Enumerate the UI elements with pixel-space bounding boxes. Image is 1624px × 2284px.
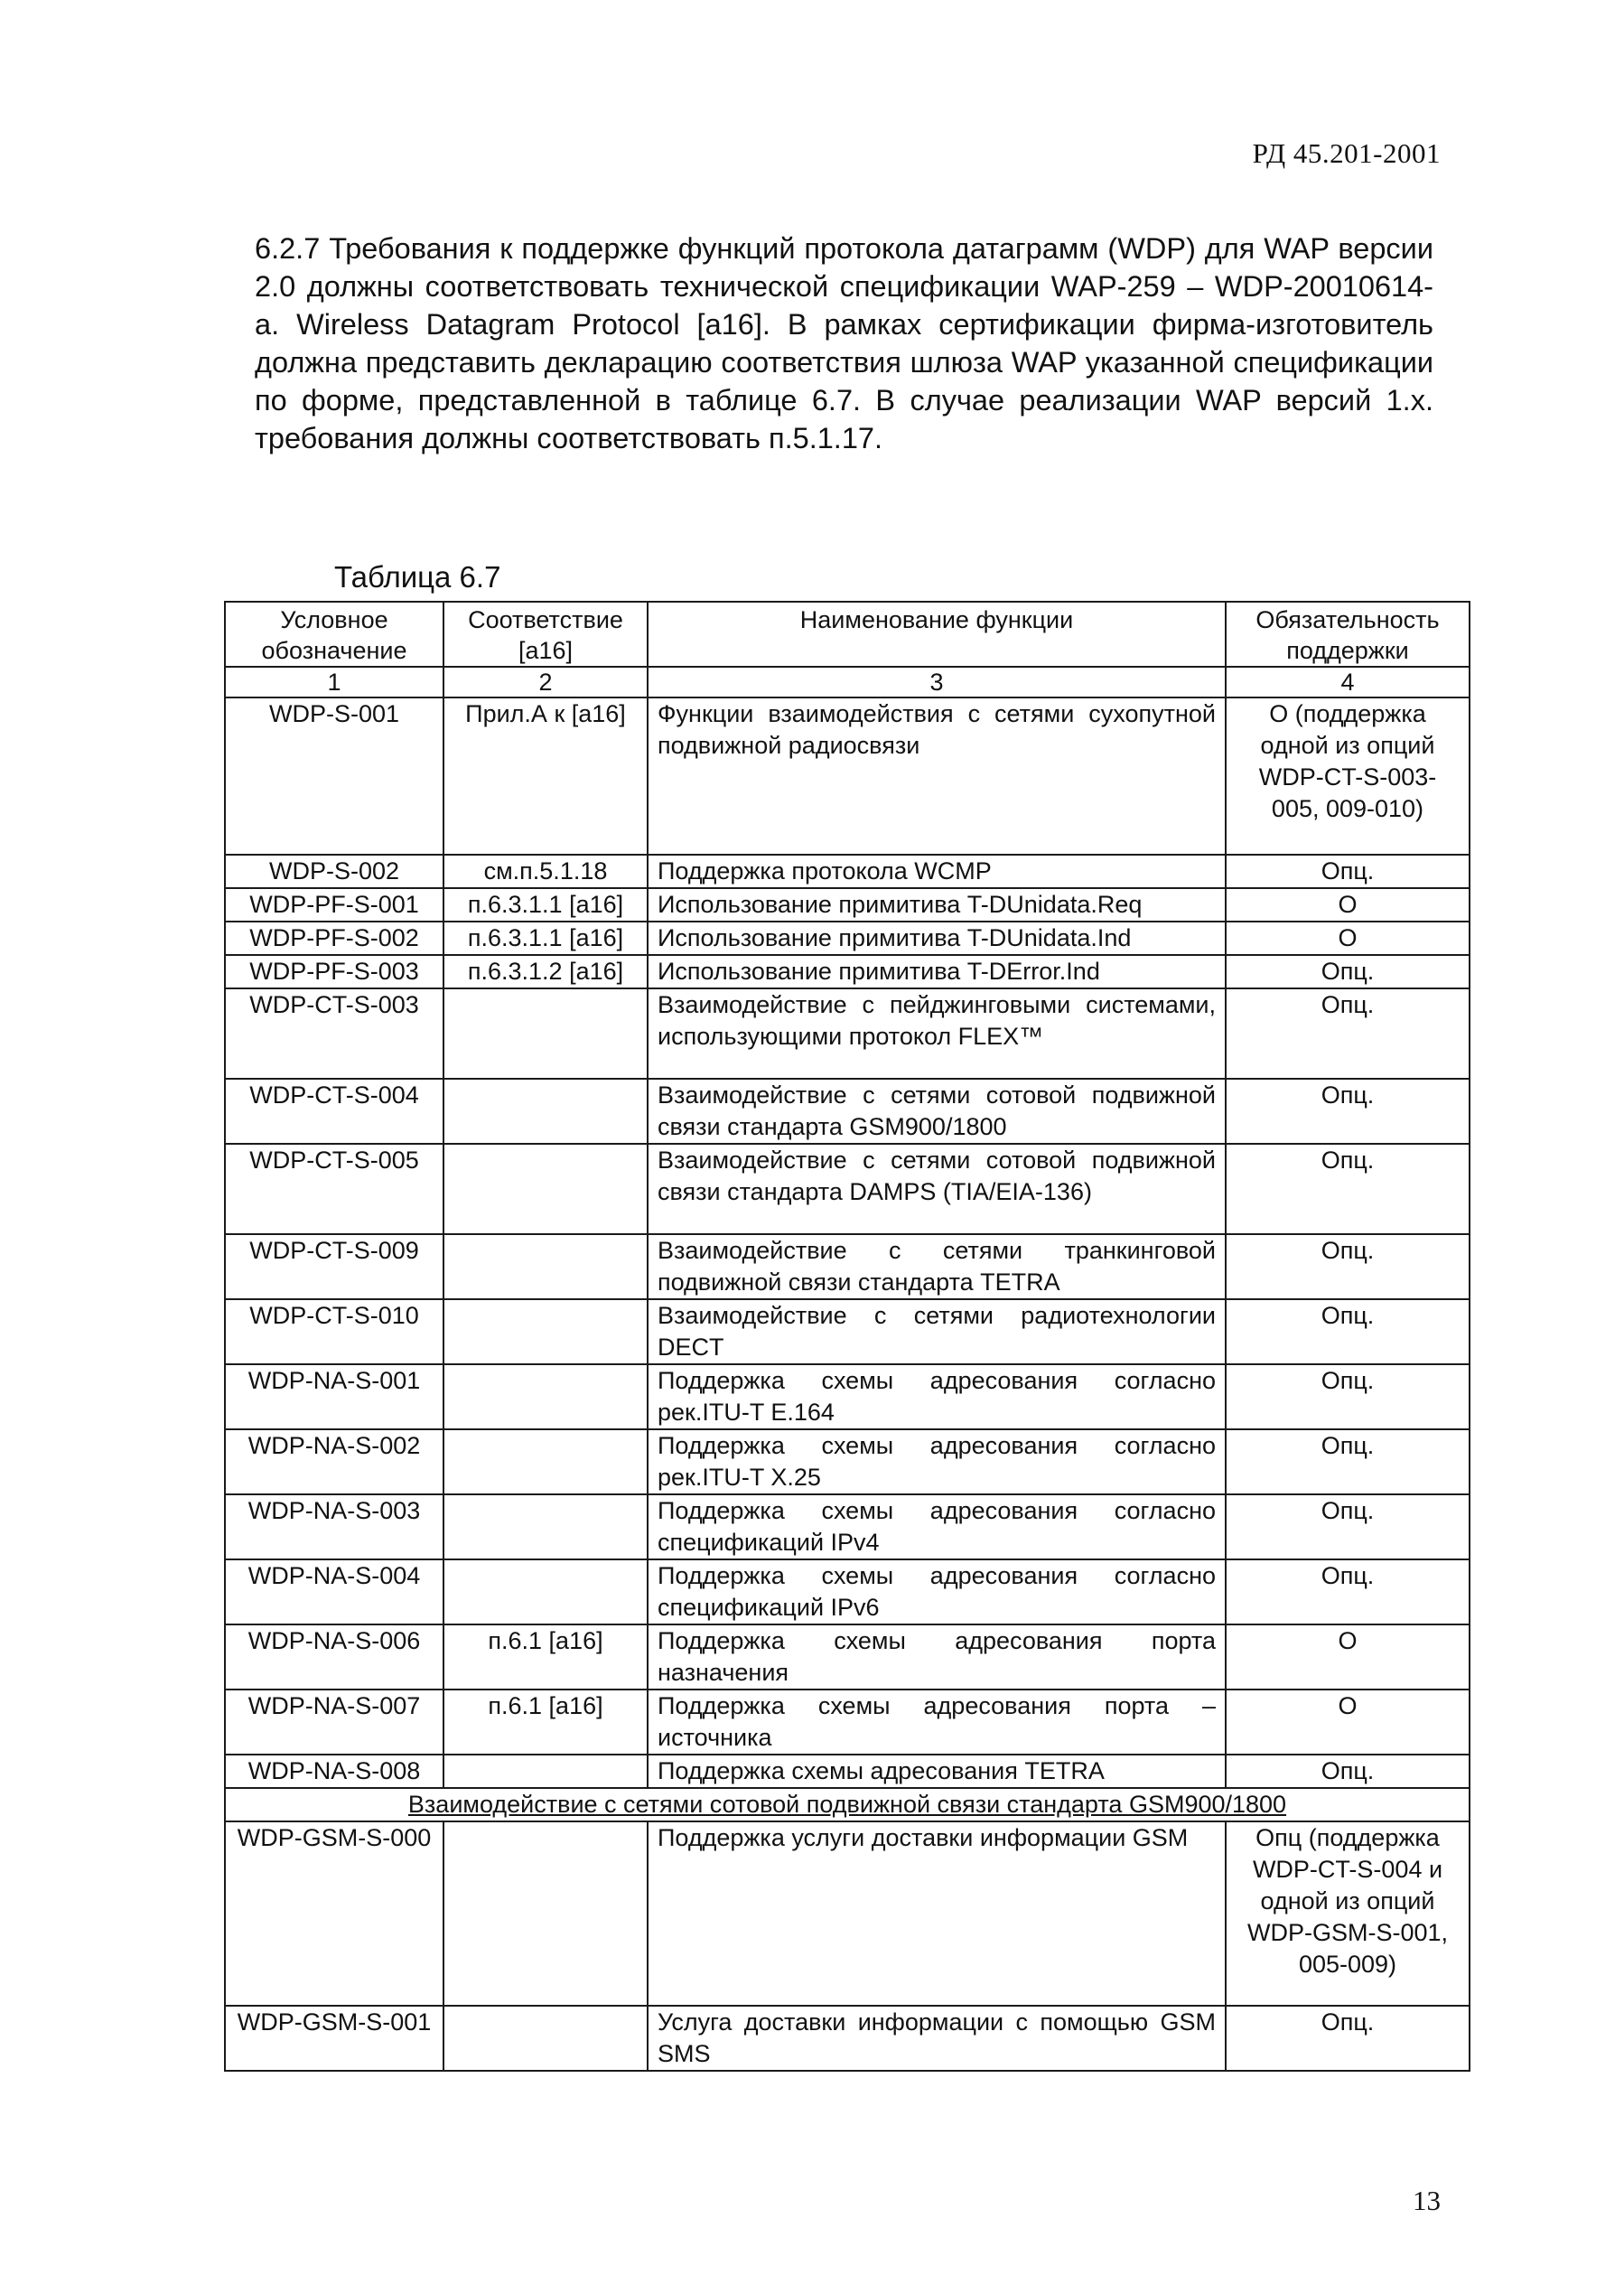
row-reference [443,1821,648,2006]
section-heading-gsm: Взаимодействие с сетями сотовой подвижной связи стандарта GSM900/1800 [225,1788,1470,1821]
table-row [225,1144,1470,1234]
document-code: РД 45.201-2001 [1252,137,1441,169]
row-code: WDP-NA-S-001 [225,1364,443,1429]
row-reference [443,1755,648,1788]
header-function-name: Наименование функции [648,602,1226,667]
row-support-requirement: Опц. [1226,855,1470,888]
table-row [225,922,1470,955]
column-index-row [225,667,1470,697]
row-code: WDP-PF-S-002 [225,922,443,955]
table-header-row [225,602,1470,667]
row-function-name: Использование примитива T-DUnidata.Req [648,888,1226,922]
requirements-table [224,601,1470,2072]
row-code: WDP-NA-S-007 [225,1690,443,1755]
row-function-name: Использование примитива T-DUnidata.Ind [648,922,1226,955]
table-row [225,1821,1470,2006]
row-support-requirement: Опц. [1226,955,1470,988]
row-function-name: Взаимодействие с сетями транкинговой подвижной связи стандарта TETRA [648,1234,1226,1299]
row-code: WDP-CT-S-009 [225,1234,443,1299]
table-row [225,1234,1470,1299]
row-reference [443,1494,648,1559]
table-row [225,1755,1470,1788]
header-support-requirement: Обязательность поддержки [1226,602,1470,667]
table-row [225,1624,1470,1690]
row-support-requirement: Опц. [1226,1144,1470,1234]
row-reference [443,1429,648,1494]
row-code: WDP-NA-S-004 [225,1559,443,1624]
header-designation: Условное обозначение [225,602,443,667]
row-reference [443,1559,648,1624]
row-function-name: Поддержка услуги доставки информации GSM [648,1821,1226,2006]
header-conformance: Соответствие [a16] [443,602,648,667]
row-function-name: Взаимодействие с сетями сотовой подвижной связи стандарта DAMPS (TIA/EIA-136) [648,1144,1226,1234]
row-reference [443,2006,648,2071]
table-row [225,697,1470,855]
row-function-name: Взаимодействие с сетями радиотехнологии DECT [648,1299,1226,1364]
row-code: WDP-PF-S-003 [225,955,443,988]
row-reference [443,1079,648,1144]
row-function-name: Поддержка схемы адресования согласно рек.ITU-T E.164 [648,1364,1226,1429]
table-row [225,1690,1470,1755]
row-function-name: Поддержка схемы адресования TETRA [648,1755,1226,1788]
row-support-requirement: О [1226,888,1470,922]
row-reference: п.6.1 [a16] [443,1690,648,1755]
row-reference: п.6.3.1.1 [a16] [443,888,648,922]
row-support-requirement: Опц. [1226,1234,1470,1299]
row-function-name: Поддержка схемы адресования согласно рек.ITU-T X.25 [648,1429,1226,1494]
table-row [225,955,1470,988]
row-function-name: Взаимодействие с пейджинговыми системами, использующими протокол FLEX™ [648,988,1226,1079]
row-support-requirement: Опц. [1226,1494,1470,1559]
row-reference: см.п.5.1.18 [443,855,648,888]
row-code: WDP-NA-S-003 [225,1494,443,1559]
row-code: WDP-NA-S-006 [225,1624,443,1690]
row-function-name: Поддержка схемы адресования порта – источника [648,1690,1226,1755]
row-function-name: Поддержка схемы адресования согласно спецификаций IPv6 [648,1559,1226,1624]
column-index: 2 [443,667,648,697]
row-code: WDP-CT-S-004 [225,1079,443,1144]
table-row [225,988,1470,1079]
section-paragraph-6-2-7: 6.2.7 Требования к поддержке функций протокола датаграмм (WDP) для WAP версии 2.0 должны соответствовать технической спецификации WAP-259 – WDP-20010614-a. Wireless Datagram Protocol [a16]. В рамках сертификации фирма-изготовитель должна представить декларацию соответствия шлюза WAP указанной спецификации по форме, представленной в таблице 6.7. В случае реализации WAP версий 1.x. требования должны соответствовать п.5.1.17. [255,232,1433,454]
row-support-requirement: Опц. [1226,1079,1470,1144]
row-reference [443,1234,648,1299]
row-code: WDP-PF-S-001 [225,888,443,922]
section-heading-row [225,1788,1470,1821]
row-support-requirement: Опц. [1226,1429,1470,1494]
page-number: 13 [1413,2185,1441,2216]
table-caption: Таблица 6.7 [334,560,501,594]
row-function-name: Использование примитива T-DError.Ind [648,955,1226,988]
table-row [225,1494,1470,1559]
row-reference [443,988,648,1079]
row-support-requirement: Опц. [1226,1364,1470,1429]
column-index: 3 [648,667,1226,697]
row-function-name: Поддержка протокола WCMP [648,855,1226,888]
table-row [225,1364,1470,1429]
row-reference: п.6.3.1.1 [a16] [443,922,648,955]
column-index: 4 [1226,667,1470,697]
column-index: 1 [225,667,443,697]
row-support-requirement: Опц. [1226,1755,1470,1788]
row-code: WDP-S-002 [225,855,443,888]
table-row [225,2006,1470,2071]
row-function-name: Функции взаимодействия с сетями сухопутной подвижной радиосвязи [648,697,1226,855]
row-reference: п.6.3.1.2 [a16] [443,955,648,988]
row-function-name: Поддержка схемы адресования согласно спецификаций IPv4 [648,1494,1226,1559]
table-row [225,1299,1470,1364]
row-function-name: Взаимодействие с сетями сотовой подвижной связи стандарта GSM900/1800 [648,1079,1226,1144]
row-support-requirement: О [1226,922,1470,955]
row-function-name: Поддержка схемы адресования порта назначения [648,1624,1226,1690]
row-code: WDP-CT-S-005 [225,1144,443,1234]
row-code: WDP-CT-S-003 [225,988,443,1079]
row-reference [443,1144,648,1234]
row-support-requirement: О [1226,1690,1470,1755]
row-support-requirement: Опц (поддержка WDP-CT-S-004 и одной из опций WDP-GSM-S-001, 005-009) [1226,1821,1470,2006]
table-row [225,888,1470,922]
row-support-requirement: О (поддержка одной из опций WDP-CT-S-003-005, 009-010) [1226,697,1470,855]
row-support-requirement: Опц. [1226,988,1470,1079]
row-reference [443,1364,648,1429]
table-row [225,1559,1470,1624]
table-row [225,1429,1470,1494]
table-row [225,1079,1470,1144]
row-support-requirement: О [1226,1624,1470,1690]
row-code: WDP-S-001 [225,697,443,855]
row-function-name: Услуга доставки информации с помощью GSM SMS [648,2006,1226,2071]
row-code: WDP-CT-S-010 [225,1299,443,1364]
row-reference: п.6.1 [a16] [443,1624,648,1690]
row-reference [443,1299,648,1364]
row-code: WDP-NA-S-002 [225,1429,443,1494]
row-code: WDP-GSM-S-001 [225,2006,443,2071]
row-reference: Прил.А к [a16] [443,697,648,855]
table-row [225,855,1470,888]
row-code: WDP-NA-S-008 [225,1755,443,1788]
row-support-requirement: Опц. [1226,1299,1470,1364]
row-support-requirement: Опц. [1226,2006,1470,2071]
row-code: WDP-GSM-S-000 [225,1821,443,2006]
row-support-requirement: Опц. [1226,1559,1470,1624]
